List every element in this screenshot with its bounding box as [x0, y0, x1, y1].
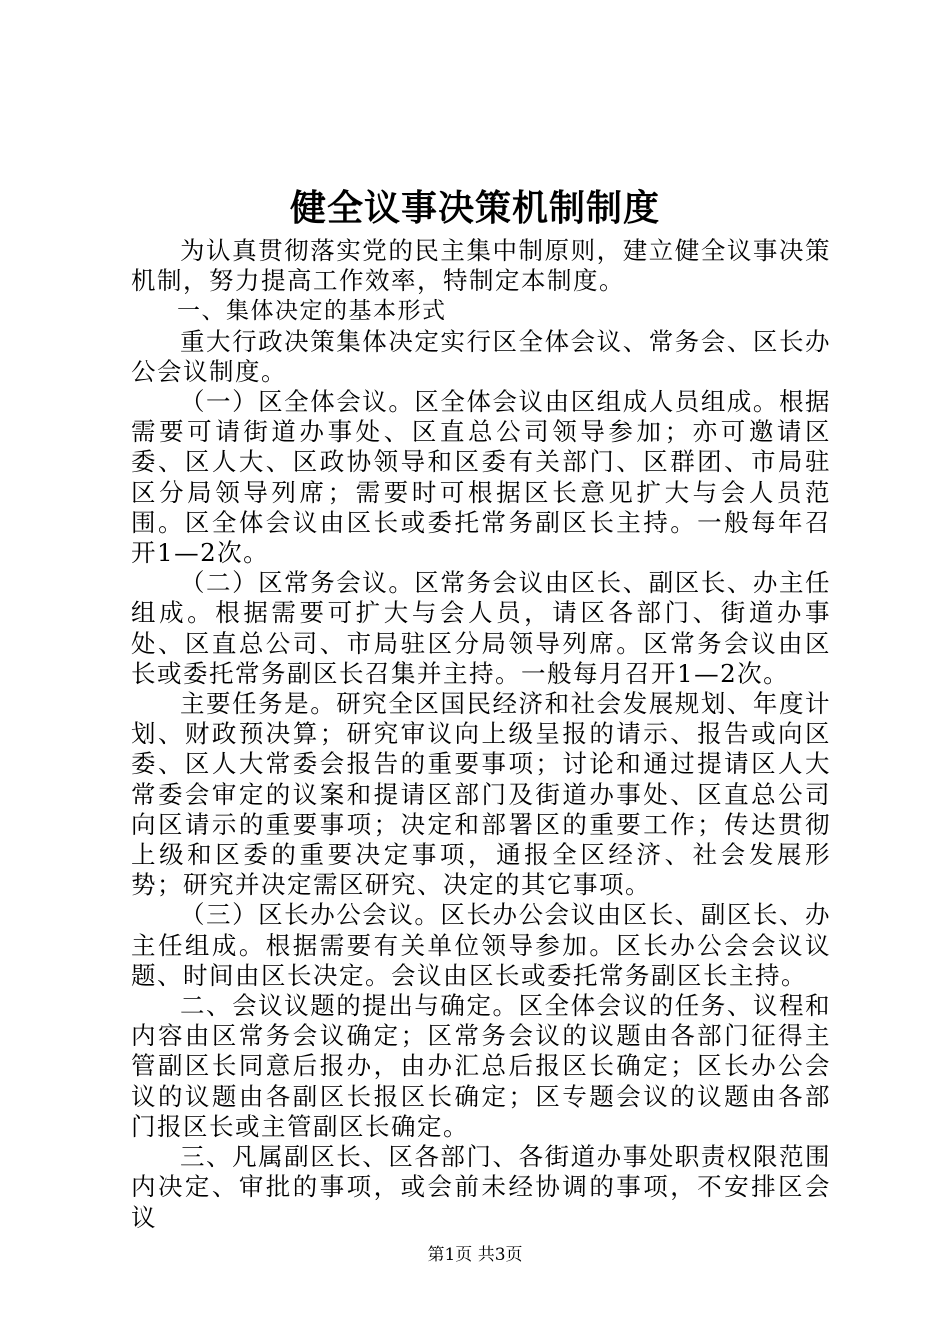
- document-title: 健全议事决策机制制度: [289, 187, 660, 229]
- paragraph-intro: 为认真贯彻落实党的民主集中制原则，建立健全议事决策机制，努力提高工作效率，特制定本制度。: [131, 236, 831, 296]
- paragraph-agenda-proposal: 二、会议议题的提出与确定。区全体会议的任务、议程和内容由区常务会议确定；区常务会议的议题由各部门征得主管副区长同意后报办，由办汇总后报区长确定；区长办公会议的议题由各副区长报区长确定；区专题会议的议题由各部门报区长或主管副区长确定。: [131, 991, 831, 1141]
- document-body: [131, 236, 831, 1233]
- paragraph-executive-meeting: （二）区常务会议。区常务会议由区长、副区长、办主任组成。根据需要可扩大与会人员，请区各部门、街道办事处、区直总公司、市局驻区分局领导列席。区常务会议由区长或委托常务副区长召集并主持。一般每月召开1—2次。: [131, 568, 831, 688]
- paragraph-mayor-office-meeting: （三）区长办公会议。区长办公会议由区长、副区长、办主任组成。根据需要有关单位领导参加。区长办公会会议议题、时间由区长决定。会议由区长或委托常务副区长主持。: [131, 900, 831, 990]
- paragraph-item-three: 三、凡属副区长、区各部门、各街道办事处职责权限范围内决定、审批的事项，或会前未经协调的事项，不安排区会议: [131, 1142, 831, 1232]
- paragraph-main-tasks: 主要任务是。研究全区国民经济和社会发展规划、年度计划、财政预决算；研究审议向上级呈报的请示、报告或向区委、区人大常委会报告的重要事项；讨论和通过提请区人大常委会审定的议案和提请区部门及街道办事处、区直总公司向区请示的重要事项；决定和部署区的重要工作；传达贯彻上级和区委的重要决定事项，通报全区经济、社会发展形势；研究并决定需区研究、决定的其它事项。: [131, 689, 831, 900]
- page-number-footer: 第1页 共3页: [427, 1245, 523, 1265]
- paragraph-decision-forms: 重大行政决策集体决定实行区全体会议、常务会、区长办公会议制度。: [131, 326, 831, 386]
- paragraph-plenary-meeting: （一）区全体会议。区全体会议由区组成人员组成。根据需要可请街道办事处、区直总公司领导参加；亦可邀请区委、区人大、区政协领导和区委有关部门、区群团、市局驻区分局领导列席；需要时可根据区长意见扩大与会人员范围。区全体会议由区长或委托常务副区长主持。一般每年召开1—2次。: [131, 387, 831, 568]
- section-heading-1: 一、集体决定的基本形式: [177, 298, 447, 325]
